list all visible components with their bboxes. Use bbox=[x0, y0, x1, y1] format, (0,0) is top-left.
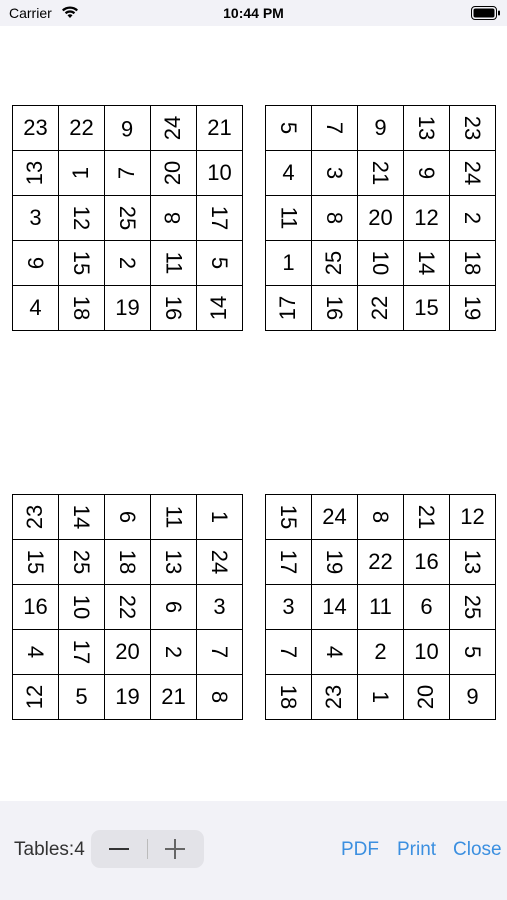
cell-number: 6 bbox=[161, 600, 187, 614]
cell-number: 21 bbox=[161, 684, 186, 709]
grid-cell bbox=[105, 286, 151, 331]
cell-number: 20 bbox=[368, 205, 393, 230]
grid-cell bbox=[59, 495, 105, 540]
cell-number: 14 bbox=[69, 504, 95, 530]
grid-cell bbox=[266, 241, 312, 286]
cell-number: 10 bbox=[207, 160, 232, 185]
grid-row bbox=[13, 675, 243, 720]
cell-number: 5 bbox=[276, 121, 302, 135]
grid-cell bbox=[59, 106, 105, 151]
cell-number: 18 bbox=[276, 684, 302, 710]
grid-cell bbox=[13, 585, 59, 630]
grid-cell bbox=[358, 151, 404, 196]
cell-number: 23 bbox=[23, 115, 48, 140]
cell-number: 23 bbox=[321, 684, 347, 710]
grid-cell bbox=[358, 196, 404, 241]
cell-number: 12 bbox=[414, 205, 439, 230]
grid-cell bbox=[404, 675, 450, 720]
cell-number: 18 bbox=[69, 295, 95, 321]
grid-row bbox=[266, 241, 496, 286]
grid-cell bbox=[266, 675, 312, 720]
cell-number: 12 bbox=[460, 504, 485, 529]
grid-cell bbox=[59, 630, 105, 675]
cell-number: 25 bbox=[115, 205, 141, 231]
cell-number: 8 bbox=[322, 211, 348, 225]
grid-cell bbox=[358, 540, 404, 585]
cell-number: 2 bbox=[374, 639, 387, 664]
grid-cell bbox=[59, 540, 105, 585]
cell-number: 6 bbox=[420, 594, 433, 619]
grid-cell bbox=[266, 106, 312, 151]
cell-number: 24 bbox=[322, 504, 347, 529]
cell-number: 11 bbox=[161, 251, 187, 275]
grid-cell bbox=[404, 540, 450, 585]
cell-number: 1 bbox=[282, 250, 295, 275]
grid-row bbox=[13, 540, 243, 585]
grid-cell bbox=[59, 675, 105, 720]
cell-number: 16 bbox=[161, 295, 187, 321]
grid-cell bbox=[266, 495, 312, 540]
cell-number: 9 bbox=[466, 684, 479, 709]
grid-cell bbox=[151, 151, 197, 196]
cell-number: 9 bbox=[374, 115, 387, 140]
grid-cell bbox=[151, 675, 197, 720]
cell-number: 6 bbox=[115, 510, 141, 524]
grid-row bbox=[266, 540, 496, 585]
cell-number: 6 bbox=[121, 116, 134, 141]
grid-cell bbox=[450, 151, 496, 196]
cell-number: 14 bbox=[414, 250, 440, 276]
grid-row bbox=[13, 151, 243, 196]
grid-cell bbox=[13, 495, 59, 540]
tables-count-label: Tables:4 bbox=[14, 839, 85, 860]
grid-cell bbox=[312, 630, 358, 675]
cell-number: 13 bbox=[460, 549, 486, 575]
status-bar bbox=[0, 0, 507, 26]
cell-number: 13 bbox=[22, 160, 48, 186]
grid-cell bbox=[151, 241, 197, 286]
grid-cell bbox=[197, 630, 243, 675]
cell-number: 25 bbox=[69, 549, 95, 575]
cell-number: 2 bbox=[115, 256, 141, 270]
cell-number: 15 bbox=[23, 549, 49, 575]
grid-cell bbox=[404, 585, 450, 630]
cell-number: 20 bbox=[413, 684, 439, 710]
grid-cell bbox=[105, 151, 151, 196]
grid-cell bbox=[358, 241, 404, 286]
grid-cell bbox=[13, 151, 59, 196]
grid-cell bbox=[450, 540, 496, 585]
grid-cell bbox=[105, 196, 151, 241]
grid-cell bbox=[266, 151, 312, 196]
grid-cell bbox=[13, 630, 59, 675]
grid-row bbox=[13, 241, 243, 286]
status-time: 10:44 PM bbox=[223, 5, 284, 21]
cell-number: 7 bbox=[207, 645, 233, 659]
cell-number: 5 bbox=[207, 256, 233, 270]
grid-cell bbox=[404, 196, 450, 241]
grid-cell bbox=[105, 585, 151, 630]
cell-number: 3 bbox=[29, 205, 42, 230]
cell-number: 19 bbox=[322, 549, 348, 575]
grid-cell bbox=[151, 540, 197, 585]
grid-cell bbox=[59, 286, 105, 331]
grid-cell bbox=[266, 286, 312, 331]
minus-icon[interactable] bbox=[109, 848, 129, 850]
tables-stepper[interactable] bbox=[91, 830, 204, 868]
grid-row bbox=[266, 495, 496, 540]
cell-number: 9 bbox=[23, 256, 49, 270]
cell-number: 4 bbox=[322, 645, 348, 659]
battery-icon bbox=[471, 6, 501, 25]
grid-cell bbox=[59, 241, 105, 286]
grid-cell bbox=[450, 196, 496, 241]
grid-cell bbox=[404, 151, 450, 196]
grid-cell bbox=[358, 286, 404, 331]
grid-cell bbox=[105, 540, 151, 585]
grid-cell bbox=[312, 286, 358, 331]
grid-cell bbox=[13, 241, 59, 286]
cell-number: 17 bbox=[276, 549, 302, 575]
close-button[interactable]: Close bbox=[453, 839, 502, 860]
number-grid-2 bbox=[265, 105, 496, 331]
cell-number: 1 bbox=[207, 510, 233, 524]
grid-row bbox=[266, 196, 496, 241]
grid-cell bbox=[358, 106, 404, 151]
grid-cell bbox=[312, 675, 358, 720]
grid-row bbox=[266, 106, 496, 151]
cell-number: 17 bbox=[275, 295, 301, 321]
cell-number: 23 bbox=[460, 115, 486, 141]
cell-number: 15 bbox=[414, 295, 439, 320]
grid-cell bbox=[312, 585, 358, 630]
grid-cell bbox=[151, 286, 197, 331]
grid-cell bbox=[197, 151, 243, 196]
cell-number: 22 bbox=[69, 115, 94, 140]
grid-cell bbox=[197, 106, 243, 151]
grid-row bbox=[13, 196, 243, 241]
bottom-toolbar bbox=[0, 801, 507, 900]
cell-number: 1 bbox=[68, 166, 94, 180]
number-grid-3 bbox=[12, 494, 243, 720]
cell-number: 11 bbox=[161, 505, 187, 529]
cell-number: 20 bbox=[115, 639, 140, 664]
number-grid-1 bbox=[12, 105, 243, 331]
cell-number: 16 bbox=[414, 549, 439, 574]
cell-number: 2 bbox=[460, 211, 486, 225]
stepper-divider bbox=[147, 839, 148, 859]
cell-number: 13 bbox=[414, 115, 440, 141]
cell-number: 25 bbox=[460, 594, 486, 620]
grid-cell bbox=[358, 495, 404, 540]
grid-cell bbox=[13, 675, 59, 720]
grid-row bbox=[13, 495, 243, 540]
cell-number: 7 bbox=[322, 121, 348, 135]
carrier-label: Carrier bbox=[9, 5, 52, 21]
cell-number: 16 bbox=[23, 594, 48, 619]
grid-cell bbox=[197, 540, 243, 585]
cell-number: 4 bbox=[29, 295, 42, 320]
grid-cell bbox=[312, 106, 358, 151]
grid-cell bbox=[13, 106, 59, 151]
cell-number: 18 bbox=[460, 250, 486, 276]
cell-number: 19 bbox=[115, 684, 140, 709]
grid-cell bbox=[197, 675, 243, 720]
grid-cell bbox=[404, 106, 450, 151]
cell-number: 12 bbox=[22, 684, 48, 710]
grid-cell bbox=[151, 630, 197, 675]
cell-number: 4 bbox=[282, 160, 295, 185]
cell-number: 15 bbox=[69, 250, 95, 276]
cell-number: 22 bbox=[115, 594, 141, 620]
grid-cell bbox=[450, 675, 496, 720]
grid-row bbox=[266, 675, 496, 720]
cell-number: 21 bbox=[207, 115, 232, 140]
grid-cell bbox=[450, 106, 496, 151]
cell-number: 4 bbox=[23, 645, 49, 659]
grid-cell bbox=[197, 495, 243, 540]
grid-cell bbox=[312, 196, 358, 241]
cell-number: 1 bbox=[368, 690, 394, 704]
grid-cell bbox=[312, 540, 358, 585]
cell-number: 3 bbox=[213, 594, 226, 619]
cell-number: 17 bbox=[207, 205, 233, 231]
grid-cell bbox=[151, 106, 197, 151]
grid-cell bbox=[404, 495, 450, 540]
grid-cell bbox=[13, 286, 59, 331]
cell-number: 7 bbox=[276, 645, 302, 659]
cell-number: 24 bbox=[207, 549, 233, 575]
grid-cell bbox=[59, 585, 105, 630]
cell-number: 25 bbox=[321, 250, 347, 276]
grid-cell bbox=[151, 585, 197, 630]
grid-row bbox=[266, 585, 496, 630]
number-grid-4 bbox=[265, 494, 496, 720]
grid-cell bbox=[358, 675, 404, 720]
plus-icon[interactable] bbox=[165, 839, 185, 859]
cell-number: 3 bbox=[282, 594, 295, 619]
grid-cell bbox=[312, 241, 358, 286]
grid-row bbox=[13, 630, 243, 675]
cell-number: 9 bbox=[414, 166, 440, 180]
grid-cell bbox=[105, 106, 151, 151]
cell-number: 11 bbox=[369, 594, 392, 619]
grid-cell bbox=[266, 540, 312, 585]
grid-cell bbox=[59, 196, 105, 241]
cell-number: 20 bbox=[160, 160, 186, 186]
grid-cell bbox=[266, 585, 312, 630]
grid-cell bbox=[266, 630, 312, 675]
cell-number: 16 bbox=[322, 295, 348, 321]
cell-number: 21 bbox=[414, 504, 440, 530]
cell-number: 10 bbox=[69, 594, 95, 620]
grid-cell bbox=[197, 241, 243, 286]
grid-row bbox=[13, 106, 243, 151]
grid-row bbox=[266, 286, 496, 331]
cell-number: 8 bbox=[368, 510, 394, 524]
cell-number: 23 bbox=[22, 504, 48, 530]
grid-cell bbox=[404, 630, 450, 675]
grid-cell bbox=[105, 630, 151, 675]
cell-number: 7 bbox=[114, 166, 140, 180]
grid-cell bbox=[197, 585, 243, 630]
grid-row bbox=[266, 630, 496, 675]
grid-cell bbox=[266, 196, 312, 241]
cell-number: 2 bbox=[161, 645, 187, 659]
cell-number: 18 bbox=[115, 549, 141, 575]
grid-row bbox=[266, 151, 496, 196]
print-button[interactable]: Print bbox=[397, 839, 437, 860]
grid-cell bbox=[404, 241, 450, 286]
cell-number: 15 bbox=[276, 504, 302, 530]
cell-number: 3 bbox=[322, 166, 348, 180]
grid-cell bbox=[197, 286, 243, 331]
grid-cell bbox=[13, 540, 59, 585]
grid-cell bbox=[450, 630, 496, 675]
cell-number: 5 bbox=[75, 684, 88, 709]
cell-number: 13 bbox=[161, 549, 187, 575]
grid-cell bbox=[105, 675, 151, 720]
grid-cell bbox=[450, 286, 496, 331]
grid-cell bbox=[105, 241, 151, 286]
cell-number: 8 bbox=[207, 690, 233, 704]
cell-number: 8 bbox=[160, 211, 186, 225]
cell-number: 10 bbox=[368, 250, 394, 276]
cell-number: 19 bbox=[460, 295, 486, 321]
grid-cell bbox=[450, 495, 496, 540]
grid-row bbox=[13, 585, 243, 630]
cell-number: 10 bbox=[414, 639, 439, 664]
cell-number: 17 bbox=[69, 639, 95, 665]
grid-cell bbox=[450, 585, 496, 630]
cell-number: 24 bbox=[160, 115, 186, 141]
grid-row bbox=[13, 286, 243, 331]
cell-number: 14 bbox=[322, 594, 347, 619]
cell-number: 22 bbox=[367, 295, 393, 321]
grid-cell bbox=[105, 495, 151, 540]
cell-number: 14 bbox=[206, 295, 232, 321]
cell-number: 22 bbox=[368, 549, 393, 574]
grid-cell bbox=[312, 495, 358, 540]
grid-cell bbox=[404, 286, 450, 331]
grid-cell bbox=[312, 151, 358, 196]
cell-number: 11 bbox=[276, 206, 302, 230]
cell-number: 21 bbox=[368, 160, 394, 186]
grid-cell bbox=[151, 196, 197, 241]
grid-cell bbox=[450, 241, 496, 286]
pdf-button[interactable]: PDF bbox=[341, 839, 379, 860]
grid-cell bbox=[59, 151, 105, 196]
grid-cell bbox=[13, 196, 59, 241]
cell-number: 5 bbox=[460, 645, 486, 659]
grid-cell bbox=[358, 630, 404, 675]
grid-cell bbox=[197, 196, 243, 241]
cell-number: 19 bbox=[115, 295, 140, 320]
cell-number: 24 bbox=[460, 160, 486, 186]
cell-number: 12 bbox=[69, 205, 95, 231]
grid-cell bbox=[358, 585, 404, 630]
grid-cell bbox=[151, 495, 197, 540]
